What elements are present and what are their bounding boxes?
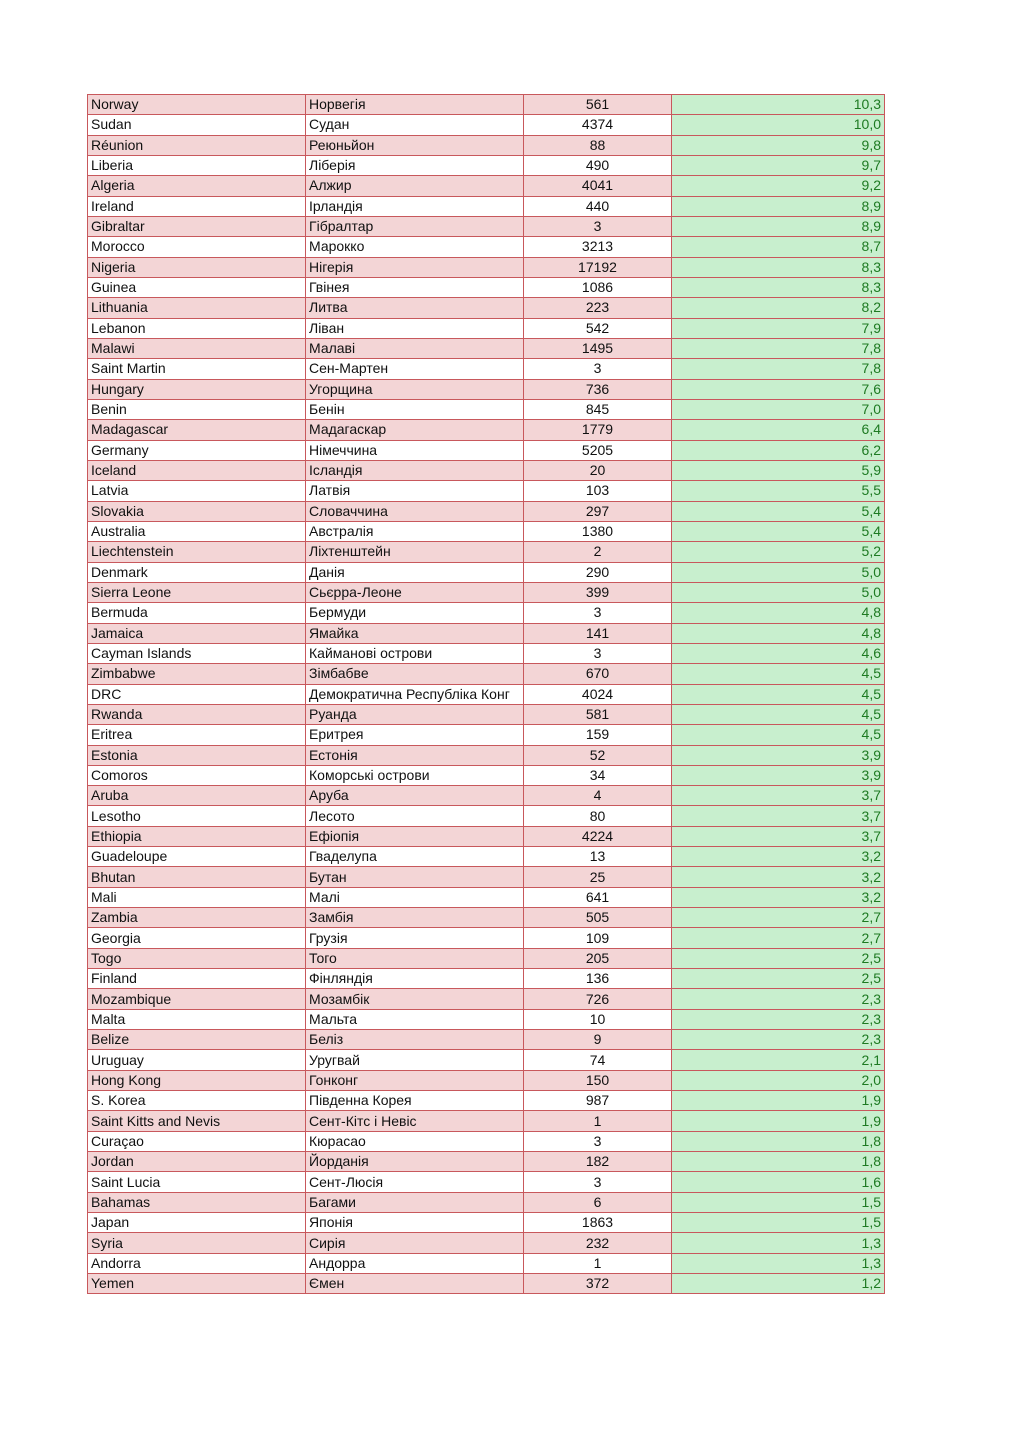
- table-row: [88, 257, 885, 277]
- table-row: [88, 826, 885, 846]
- country-name-uk: Ліберія: [306, 155, 524, 175]
- rate-value: 9,2: [672, 176, 885, 196]
- table-row: [88, 1213, 885, 1233]
- table-row: [88, 481, 885, 501]
- cases-value: 10: [524, 1009, 672, 1029]
- table-row: [88, 1050, 885, 1070]
- cases-value: 372: [524, 1274, 672, 1294]
- cases-value: 205: [524, 948, 672, 968]
- country-name-en: Australia: [88, 521, 306, 541]
- table-row: [88, 704, 885, 724]
- cases-value: 4224: [524, 826, 672, 846]
- cases-value: 4: [524, 786, 672, 806]
- country-name-uk: Латвія: [306, 481, 524, 501]
- country-name-uk: Японія: [306, 1213, 524, 1233]
- country-name-uk: Ірландія: [306, 196, 524, 216]
- table-row: [88, 664, 885, 684]
- country-name-en: Sierra Leone: [88, 582, 306, 602]
- country-name-uk: Демократична Республіка Конг: [306, 684, 524, 704]
- country-name-en: Hong Kong: [88, 1070, 306, 1090]
- country-name-en: Ireland: [88, 196, 306, 216]
- rate-value: 2,7: [672, 928, 885, 948]
- rate-value: 6,4: [672, 420, 885, 440]
- cases-value: 150: [524, 1070, 672, 1090]
- table-row: [88, 196, 885, 216]
- rate-value: 5,5: [672, 481, 885, 501]
- country-name-en: Liberia: [88, 155, 306, 175]
- cases-value: 505: [524, 908, 672, 928]
- cases-value: 1086: [524, 277, 672, 297]
- table-row: [88, 969, 885, 989]
- rate-value: 2,3: [672, 1009, 885, 1029]
- country-name-en: Réunion: [88, 135, 306, 155]
- country-name-uk: Марокко: [306, 237, 524, 257]
- country-name-en: Jamaica: [88, 623, 306, 643]
- country-name-uk: Коморські острови: [306, 765, 524, 785]
- rate-value: 4,8: [672, 623, 885, 643]
- rate-value: 6,2: [672, 440, 885, 460]
- table-row: [88, 135, 885, 155]
- rate-value: 1,8: [672, 1152, 885, 1172]
- country-name-uk: Естонія: [306, 745, 524, 765]
- rate-value: 2,0: [672, 1070, 885, 1090]
- country-name-en: Cayman Islands: [88, 643, 306, 663]
- cases-value: 109: [524, 928, 672, 948]
- country-name-uk: Данія: [306, 562, 524, 582]
- country-name-en: Madagascar: [88, 420, 306, 440]
- table-row: [88, 806, 885, 826]
- country-name-en: Belize: [88, 1030, 306, 1050]
- rate-value: 5,4: [672, 521, 885, 541]
- table-row: [88, 684, 885, 704]
- cases-value: 25: [524, 867, 672, 887]
- rate-value: 4,8: [672, 603, 885, 623]
- rate-value: 8,9: [672, 196, 885, 216]
- cases-value: 736: [524, 379, 672, 399]
- rate-value: 1,5: [672, 1213, 885, 1233]
- country-name-en: S. Korea: [88, 1091, 306, 1111]
- rate-value: 7,9: [672, 318, 885, 338]
- rate-value: 1,5: [672, 1192, 885, 1212]
- rate-value: 4,5: [672, 664, 885, 684]
- cases-value: 641: [524, 887, 672, 907]
- country-name-uk: Аруба: [306, 786, 524, 806]
- table-row: [88, 1274, 885, 1294]
- country-name-uk: Грузія: [306, 928, 524, 948]
- rate-value: 2,3: [672, 989, 885, 1009]
- country-name-uk: Південна Корея: [306, 1091, 524, 1111]
- country-name-en: Germany: [88, 440, 306, 460]
- country-name-en: Togo: [88, 948, 306, 968]
- country-name-uk: Сьєрра-Леоне: [306, 582, 524, 602]
- cases-value: 440: [524, 196, 672, 216]
- country-name-en: Eritrea: [88, 725, 306, 745]
- cases-value: 223: [524, 298, 672, 318]
- table-row: [88, 1030, 885, 1050]
- table-row: [88, 1131, 885, 1151]
- country-name-uk: Австралія: [306, 521, 524, 541]
- country-name-en: Malawi: [88, 338, 306, 358]
- country-name-uk: Сен-Мартен: [306, 359, 524, 379]
- rate-value: 3,2: [672, 887, 885, 907]
- rate-value: 8,9: [672, 216, 885, 236]
- country-name-uk: Мальта: [306, 1009, 524, 1029]
- country-name-en: Gibraltar: [88, 216, 306, 236]
- rate-value: 1,9: [672, 1091, 885, 1111]
- table-row: [88, 399, 885, 419]
- table-row: [88, 1070, 885, 1090]
- country-name-en: Saint Martin: [88, 359, 306, 379]
- rate-value: 5,4: [672, 501, 885, 521]
- cases-value: 52: [524, 745, 672, 765]
- table-row: [88, 908, 885, 928]
- table-row: [88, 1233, 885, 1253]
- table-row: [88, 887, 885, 907]
- table-row: [88, 1009, 885, 1029]
- cases-value: 9: [524, 1030, 672, 1050]
- rate-value: 10,3: [672, 95, 885, 115]
- table-body: [88, 95, 885, 1294]
- table-row: [88, 725, 885, 745]
- rate-value: 3,2: [672, 847, 885, 867]
- table-row: [88, 237, 885, 257]
- rate-value: 9,7: [672, 155, 885, 175]
- table-row: [88, 115, 885, 135]
- country-name-uk: Того: [306, 948, 524, 968]
- country-name-en: Mozambique: [88, 989, 306, 1009]
- country-name-en: Andorra: [88, 1253, 306, 1273]
- cases-value: 5205: [524, 440, 672, 460]
- rate-value: 5,9: [672, 460, 885, 480]
- cases-value: 3: [524, 1131, 672, 1151]
- country-name-uk: Реюньйон: [306, 135, 524, 155]
- country-name-uk: Гваделупа: [306, 847, 524, 867]
- table-row: [88, 948, 885, 968]
- cases-value: 1863: [524, 1213, 672, 1233]
- country-name-en: Iceland: [88, 460, 306, 480]
- table-row: [88, 582, 885, 602]
- table-row: [88, 155, 885, 175]
- country-name-en: Rwanda: [88, 704, 306, 724]
- cases-value: 1: [524, 1111, 672, 1131]
- table-row: [88, 359, 885, 379]
- cases-value: 297: [524, 501, 672, 521]
- cases-value: 182: [524, 1152, 672, 1172]
- table-row: [88, 1192, 885, 1212]
- cases-value: 1: [524, 1253, 672, 1273]
- rate-value: 10,0: [672, 115, 885, 135]
- country-name-uk: Нігерія: [306, 257, 524, 277]
- table-row: [88, 216, 885, 236]
- table-row: [88, 1152, 885, 1172]
- country-name-uk: Йорданія: [306, 1152, 524, 1172]
- rate-value: 4,5: [672, 704, 885, 724]
- cases-value: 20: [524, 460, 672, 480]
- cases-value: 80: [524, 806, 672, 826]
- country-name-en: Bhutan: [88, 867, 306, 887]
- rate-value: 9,8: [672, 135, 885, 155]
- country-name-uk: Бенін: [306, 399, 524, 419]
- country-name-uk: Сент-Люсія: [306, 1172, 524, 1192]
- country-name-uk: Руанда: [306, 704, 524, 724]
- rate-value: 1,8: [672, 1131, 885, 1151]
- cases-value: 6: [524, 1192, 672, 1212]
- country-name-en: Algeria: [88, 176, 306, 196]
- cases-value: 1495: [524, 338, 672, 358]
- country-name-en: Jordan: [88, 1152, 306, 1172]
- rate-value: 3,2: [672, 867, 885, 887]
- cases-value: 1380: [524, 521, 672, 541]
- table-row: [88, 745, 885, 765]
- country-name-uk: Малаві: [306, 338, 524, 358]
- country-name-uk: Алжир: [306, 176, 524, 196]
- country-name-uk: Замбія: [306, 908, 524, 928]
- table-row: [88, 786, 885, 806]
- country-name-en: Georgia: [88, 928, 306, 948]
- table-row: [88, 440, 885, 460]
- country-name-en: Japan: [88, 1213, 306, 1233]
- country-name-uk: Малі: [306, 887, 524, 907]
- country-name-uk: Бутан: [306, 867, 524, 887]
- cases-value: 4374: [524, 115, 672, 135]
- country-name-en: Norway: [88, 95, 306, 115]
- rate-value: 3,7: [672, 826, 885, 846]
- cases-value: 74: [524, 1050, 672, 1070]
- cases-value: 4041: [524, 176, 672, 196]
- rate-value: 1,3: [672, 1233, 885, 1253]
- country-name-uk: Сент-Кітс і Невіс: [306, 1111, 524, 1131]
- country-name-en: Lebanon: [88, 318, 306, 338]
- rate-value: 4,5: [672, 684, 885, 704]
- rate-value: 1,2: [672, 1274, 885, 1294]
- table-row: [88, 1172, 885, 1192]
- country-name-en: Yemen: [88, 1274, 306, 1294]
- rate-value: 7,6: [672, 379, 885, 399]
- rate-value: 3,7: [672, 786, 885, 806]
- cases-value: 34: [524, 765, 672, 785]
- table-row: [88, 420, 885, 440]
- country-name-en: Comoros: [88, 765, 306, 785]
- country-name-uk: Ємен: [306, 1274, 524, 1294]
- country-name-en: Sudan: [88, 115, 306, 135]
- country-name-en: Uruguay: [88, 1050, 306, 1070]
- cases-value: 987: [524, 1091, 672, 1111]
- table-row: [88, 1091, 885, 1111]
- rate-value: 2,5: [672, 969, 885, 989]
- country-name-uk: Уругвай: [306, 1050, 524, 1070]
- country-name-en: Mali: [88, 887, 306, 907]
- cases-value: 399: [524, 582, 672, 602]
- country-name-en: Nigeria: [88, 257, 306, 277]
- country-name-uk: Гонконг: [306, 1070, 524, 1090]
- country-name-en: Aruba: [88, 786, 306, 806]
- table-row: [88, 989, 885, 1009]
- rate-value: 4,5: [672, 725, 885, 745]
- table-row: [88, 379, 885, 399]
- country-name-en: Estonia: [88, 745, 306, 765]
- table-row: [88, 95, 885, 115]
- country-name-en: Bermuda: [88, 603, 306, 623]
- rate-value: 1,6: [672, 1172, 885, 1192]
- rate-value: 7,8: [672, 338, 885, 358]
- country-name-uk: Словаччина: [306, 501, 524, 521]
- country-name-uk: Зімбабве: [306, 664, 524, 684]
- country-name-en: Lithuania: [88, 298, 306, 318]
- country-name-uk: Еритрея: [306, 725, 524, 745]
- rate-value: 7,0: [672, 399, 885, 419]
- country-name-uk: Бермуди: [306, 603, 524, 623]
- rate-value: 2,5: [672, 948, 885, 968]
- rate-value: 3,7: [672, 806, 885, 826]
- country-name-en: Curaçao: [88, 1131, 306, 1151]
- table-row: [88, 521, 885, 541]
- cases-value: 136: [524, 969, 672, 989]
- cases-value: 159: [524, 725, 672, 745]
- country-name-en: Benin: [88, 399, 306, 419]
- country-name-en: Zimbabwe: [88, 664, 306, 684]
- table-row: [88, 460, 885, 480]
- cases-value: 3: [524, 643, 672, 663]
- table-row: [88, 867, 885, 887]
- cases-value: 542: [524, 318, 672, 338]
- country-name-uk: Ісландія: [306, 460, 524, 480]
- table-row: [88, 603, 885, 623]
- cases-value: 1779: [524, 420, 672, 440]
- country-name-en: Denmark: [88, 562, 306, 582]
- rate-value: 4,6: [672, 643, 885, 663]
- country-name-en: Zambia: [88, 908, 306, 928]
- table-row: [88, 1253, 885, 1273]
- cases-value: 141: [524, 623, 672, 643]
- rate-value: 7,8: [672, 359, 885, 379]
- rate-value: 5,2: [672, 542, 885, 562]
- country-name-uk: Багами: [306, 1192, 524, 1212]
- country-name-uk: Ліхтенштейн: [306, 542, 524, 562]
- rate-value: 2,3: [672, 1030, 885, 1050]
- cases-value: 290: [524, 562, 672, 582]
- country-name-uk: Кайманові острови: [306, 643, 524, 663]
- country-name-en: Hungary: [88, 379, 306, 399]
- country-data-table: [87, 94, 885, 1294]
- country-name-uk: Фінляндія: [306, 969, 524, 989]
- cases-value: 13: [524, 847, 672, 867]
- table-row: [88, 928, 885, 948]
- cases-value: 670: [524, 664, 672, 684]
- cases-value: 3: [524, 216, 672, 236]
- cases-value: 3: [524, 1172, 672, 1192]
- rate-value: 8,3: [672, 277, 885, 297]
- country-name-uk: Кюрасао: [306, 1131, 524, 1151]
- table-row: [88, 501, 885, 521]
- rate-value: 3,9: [672, 765, 885, 785]
- cases-value: 17192: [524, 257, 672, 277]
- country-name-uk: Мозамбік: [306, 989, 524, 1009]
- country-name-en: DRC: [88, 684, 306, 704]
- country-name-uk: Судан: [306, 115, 524, 135]
- rate-value: 5,0: [672, 562, 885, 582]
- cases-value: 726: [524, 989, 672, 1009]
- rate-value: 1,3: [672, 1253, 885, 1273]
- country-name-en: Lesotho: [88, 806, 306, 826]
- rate-value: 5,0: [672, 582, 885, 602]
- country-name-en: Saint Kitts and Nevis: [88, 1111, 306, 1131]
- country-name-en: Liechtenstein: [88, 542, 306, 562]
- cases-value: 581: [524, 704, 672, 724]
- country-name-en: Latvia: [88, 481, 306, 501]
- table-row: [88, 1111, 885, 1131]
- country-name-uk: Андорра: [306, 1253, 524, 1273]
- table-row: [88, 277, 885, 297]
- cases-value: 2: [524, 542, 672, 562]
- cases-value: 3: [524, 359, 672, 379]
- table-row: [88, 542, 885, 562]
- country-name-uk: Беліз: [306, 1030, 524, 1050]
- country-name-uk: Ямайка: [306, 623, 524, 643]
- country-name-uk: Німеччина: [306, 440, 524, 460]
- country-name-uk: Ефіопія: [306, 826, 524, 846]
- rate-value: 2,1: [672, 1050, 885, 1070]
- rate-value: 1,9: [672, 1111, 885, 1131]
- country-name-en: Guadeloupe: [88, 847, 306, 867]
- country-name-en: Finland: [88, 969, 306, 989]
- table-row: [88, 318, 885, 338]
- country-name-uk: Мадагаскар: [306, 420, 524, 440]
- country-name-uk: Угорщина: [306, 379, 524, 399]
- table-row: [88, 562, 885, 582]
- country-name-uk: Гвінея: [306, 277, 524, 297]
- cases-value: 561: [524, 95, 672, 115]
- cases-value: 232: [524, 1233, 672, 1253]
- table-row: [88, 623, 885, 643]
- cases-value: 3213: [524, 237, 672, 257]
- country-name-en: Ethiopia: [88, 826, 306, 846]
- country-name-en: Malta: [88, 1009, 306, 1029]
- country-name-en: Syria: [88, 1233, 306, 1253]
- country-name-en: Guinea: [88, 277, 306, 297]
- table-row: [88, 298, 885, 318]
- table-row: [88, 847, 885, 867]
- rate-value: 8,2: [672, 298, 885, 318]
- country-name-en: Bahamas: [88, 1192, 306, 1212]
- country-name-en: Slovakia: [88, 501, 306, 521]
- cases-value: 88: [524, 135, 672, 155]
- cases-value: 845: [524, 399, 672, 419]
- rate-value: 3,9: [672, 745, 885, 765]
- country-name-uk: Гібралтар: [306, 216, 524, 236]
- rate-value: 8,3: [672, 257, 885, 277]
- country-name-uk: Ліван: [306, 318, 524, 338]
- table-row: [88, 643, 885, 663]
- country-name-uk: Литва: [306, 298, 524, 318]
- country-name-uk: Норвегія: [306, 95, 524, 115]
- cases-value: 3: [524, 603, 672, 623]
- country-name-uk: Лесото: [306, 806, 524, 826]
- country-name-en: Morocco: [88, 237, 306, 257]
- cases-value: 4024: [524, 684, 672, 704]
- cases-value: 490: [524, 155, 672, 175]
- rate-value: 2,7: [672, 908, 885, 928]
- table-row: [88, 338, 885, 358]
- country-name-en: Saint Lucia: [88, 1172, 306, 1192]
- table-row: [88, 176, 885, 196]
- country-name-uk: Сирія: [306, 1233, 524, 1253]
- cases-value: 103: [524, 481, 672, 501]
- table-row: [88, 765, 885, 785]
- rate-value: 8,7: [672, 237, 885, 257]
